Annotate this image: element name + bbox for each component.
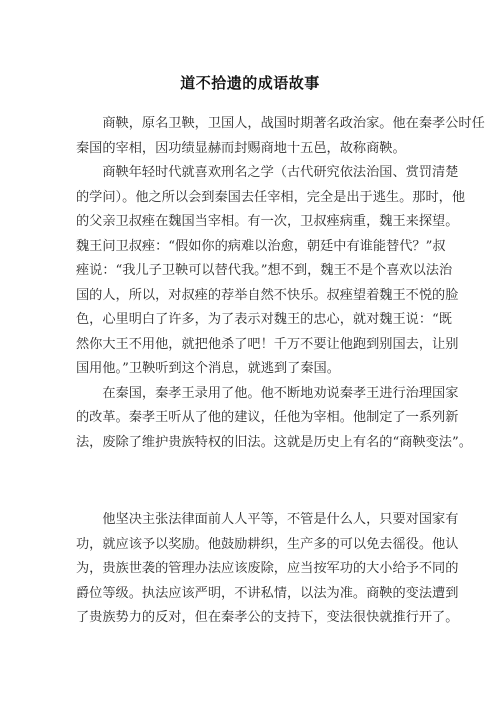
text-line: 爵位等级。执法应该严明，不讲私情，以法为准。商鞅的变法遭到: [76, 585, 459, 601]
text-line: 国用他。”卫鞅听到这个消息，就逃到了秦国。: [76, 361, 340, 376]
paragraph-block-2: [76, 508, 459, 631]
paragraph-block-1: [76, 112, 485, 455]
text-line: 商鞅年轻时代就喜欢刑名之学（古代研究依法治国、赏罚清楚: [76, 165, 459, 180]
text-line: 国的人，所以，对叔痤的荐举自然不快乐。叔痤望着魏王不悦的脸: [76, 287, 459, 303]
text-line: 然你大王不用他，就把他杀了吧！千万不要让他跑到别国去，让别: [76, 336, 459, 352]
text-line: 的父亲卫叔痤在魏国当宰相。有一次，卫叔痤病重，魏王来探望。: [76, 214, 459, 229]
text-line: 在秦国，秦孝王录用了他。他不断地劝说秦孝王进行治理国家: [76, 385, 459, 401]
text-line: 痤说：“我儿子卫鞅可以替代我。”想不到，魏王不是个喜欢以法治: [76, 263, 453, 278]
text-line: 的改革。秦孝王听从了他的建议，任他为宰相。他制定了一系列新: [76, 410, 459, 425]
text-line: 商鞅，原名卫鞅，卫国人，战国时期著名政治家。他在秦孝公时任: [76, 116, 485, 131]
text-line: 魏王问卫叔痤：“假如你的病难以治愈，朝廷中有谁能替代？”叔: [76, 238, 446, 254]
text-line: 为，贵族世袭的管理办法应该废除，应当按军功的大小给予不同的: [76, 561, 459, 576]
text-line: 色，心里明白了许多，为了表示对魏王的忠心，就对魏王说：“既: [76, 312, 452, 327]
text-line: 了贵族势力的反对，但在秦孝公的支持下，变法很快就推行开了。: [76, 610, 459, 625]
text-line: 秦国的宰相，因功绩显赫而封赐商地十五邑，故称商鞅。: [76, 140, 406, 156]
page-title: 道不拾遗的成语故事: [180, 74, 320, 92]
text-line: 他坚决主张法律面前人人平等，不管是什么人，只要对国家有: [76, 512, 459, 527]
text-line: 功，就应该予以奖励。他鼓励耕织，生产多的可以免去徭役。他认: [76, 536, 459, 552]
text-line: 法，废除了维护贵族特权的旧法。这就是历史上有名的“商鞅变法”。: [76, 434, 472, 450]
text-line: 的学问）。他之所以会到秦国去任宰相，完全是出于逃生。那时，他: [76, 189, 466, 205]
